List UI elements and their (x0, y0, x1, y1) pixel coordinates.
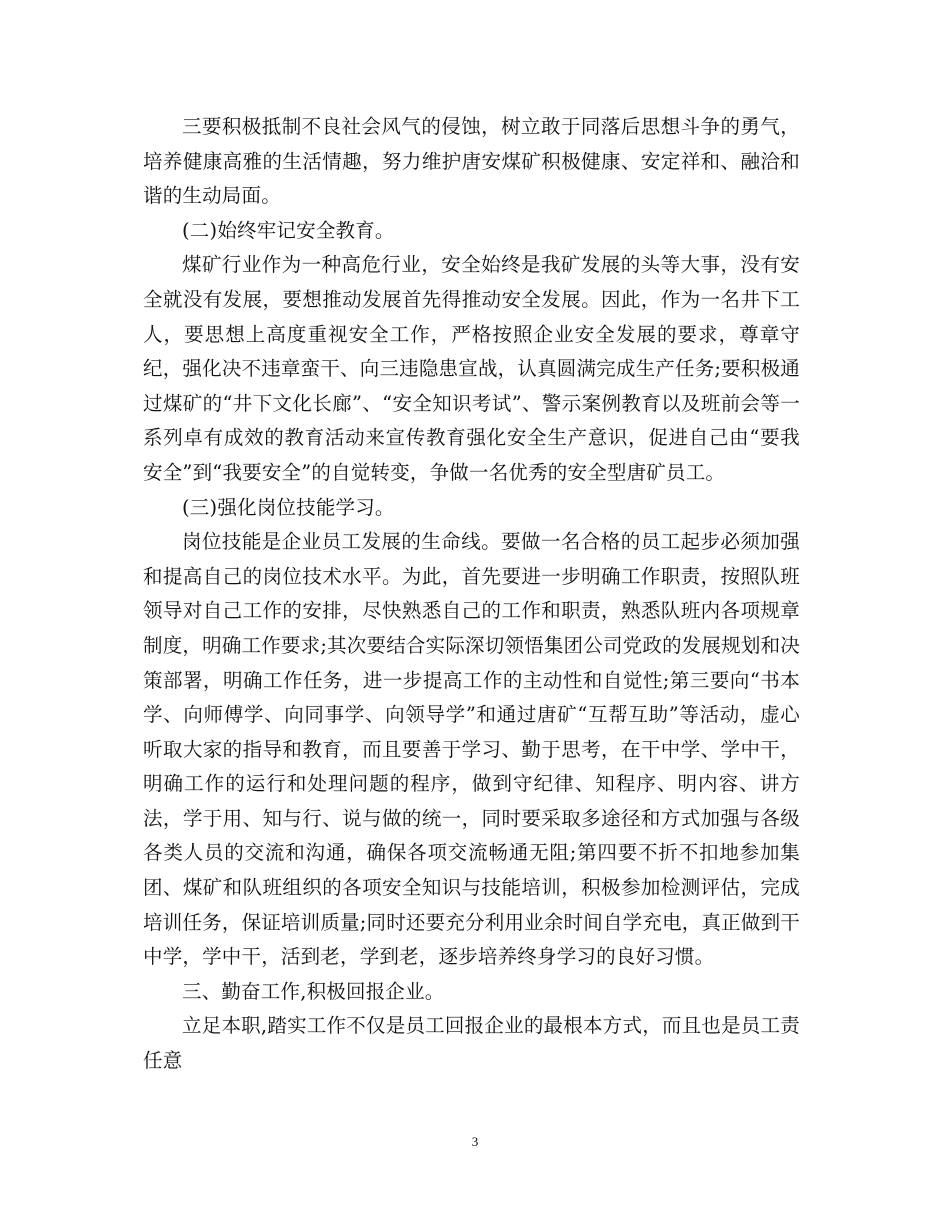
page-number: 3 (471, 1134, 479, 1149)
section-heading-3: (三)强化岗位技能学习。 (182, 495, 395, 519)
section-heading-main-3: 三、勤奋工作,积极回报企业。 (182, 979, 445, 1003)
paragraph-1: 三要积极抵制不良社会风气的侵蚀，树立敢于同落后思想斗争的勇气，培养健康高雅的生活情趣，努力维护唐安煤矿积极健康、安定祥和、融洽和谐的生动局面。 (143, 115, 800, 208)
document-body (143, 110, 800, 1079)
paragraph-4: 立足本职,踏实工作不仅是员工回报企业的最根本方式，而且也是员工责任意 (143, 1014, 800, 1073)
paragraph-2: 煤矿行业作为一种高危行业，安全始终是我矿发展的头等大事，没有安全就没有发展，要想推动发展首先得推动安全发展。因此，作为一名井下工人，要思想上高度重视安全工作，严格按照企业安全发展的要求，尊章守纪，强化决不违章蛮干、向三违隐患宣战，认真圆满完成生产任务;要积极通过煤矿的“井下文化长廊”、“安全知识考试”、警示案例教育以及班前会等一系列卓有成效的教育活动来宣传教育强化安全生产意识，促进自己由“要我安全”到“我要安全”的自觉转变，争做一名优秀的安全型唐矿员工。 (143, 253, 800, 484)
paragraph-3: 岗位技能是企业员工发展的生命线。要做一名合格的员工起步必须加强和提高自己的岗位技术水平。为此，首先要进一步明确工作职责，按照队班领导对自己工作的安排，尽快熟悉自己的工作和职责，熟悉队班内各项规章制度，明确工作要求;其次要结合实际深切领悟集团公司党政的发展规划和决策部署，明确工作任务，进一步提高工作的主动性和自觉性;第三要向“书本学、向师傅学、向同事学、向领导学”和通过唐矿“互帮互助”等活动，虚心听取大家的指导和教育，而且要善于学习、勤于思考，在干中学、学中干，明确工作的运行和处理问题的程序，做到守纪律、知程序、明内容、讲方法，学于用、知与行、说与做的统一，同时要采取多途径和方式加强与各级各类人员的交流和沟通，确保各项交流畅通无阻;第四要不折不扣地参加集团、煤矿和队班组织的各项安全知识与技能培训，积极参加检测评估，完成培训任务，保证培训质量;同时还要充分利用业余时间自学充电，真正做到干中学，学中干，活到老，学到老，逐步培养终身学习的良好习惯。 (143, 530, 800, 969)
section-heading-2: (二)始终牢记安全教育。 (182, 218, 395, 242)
